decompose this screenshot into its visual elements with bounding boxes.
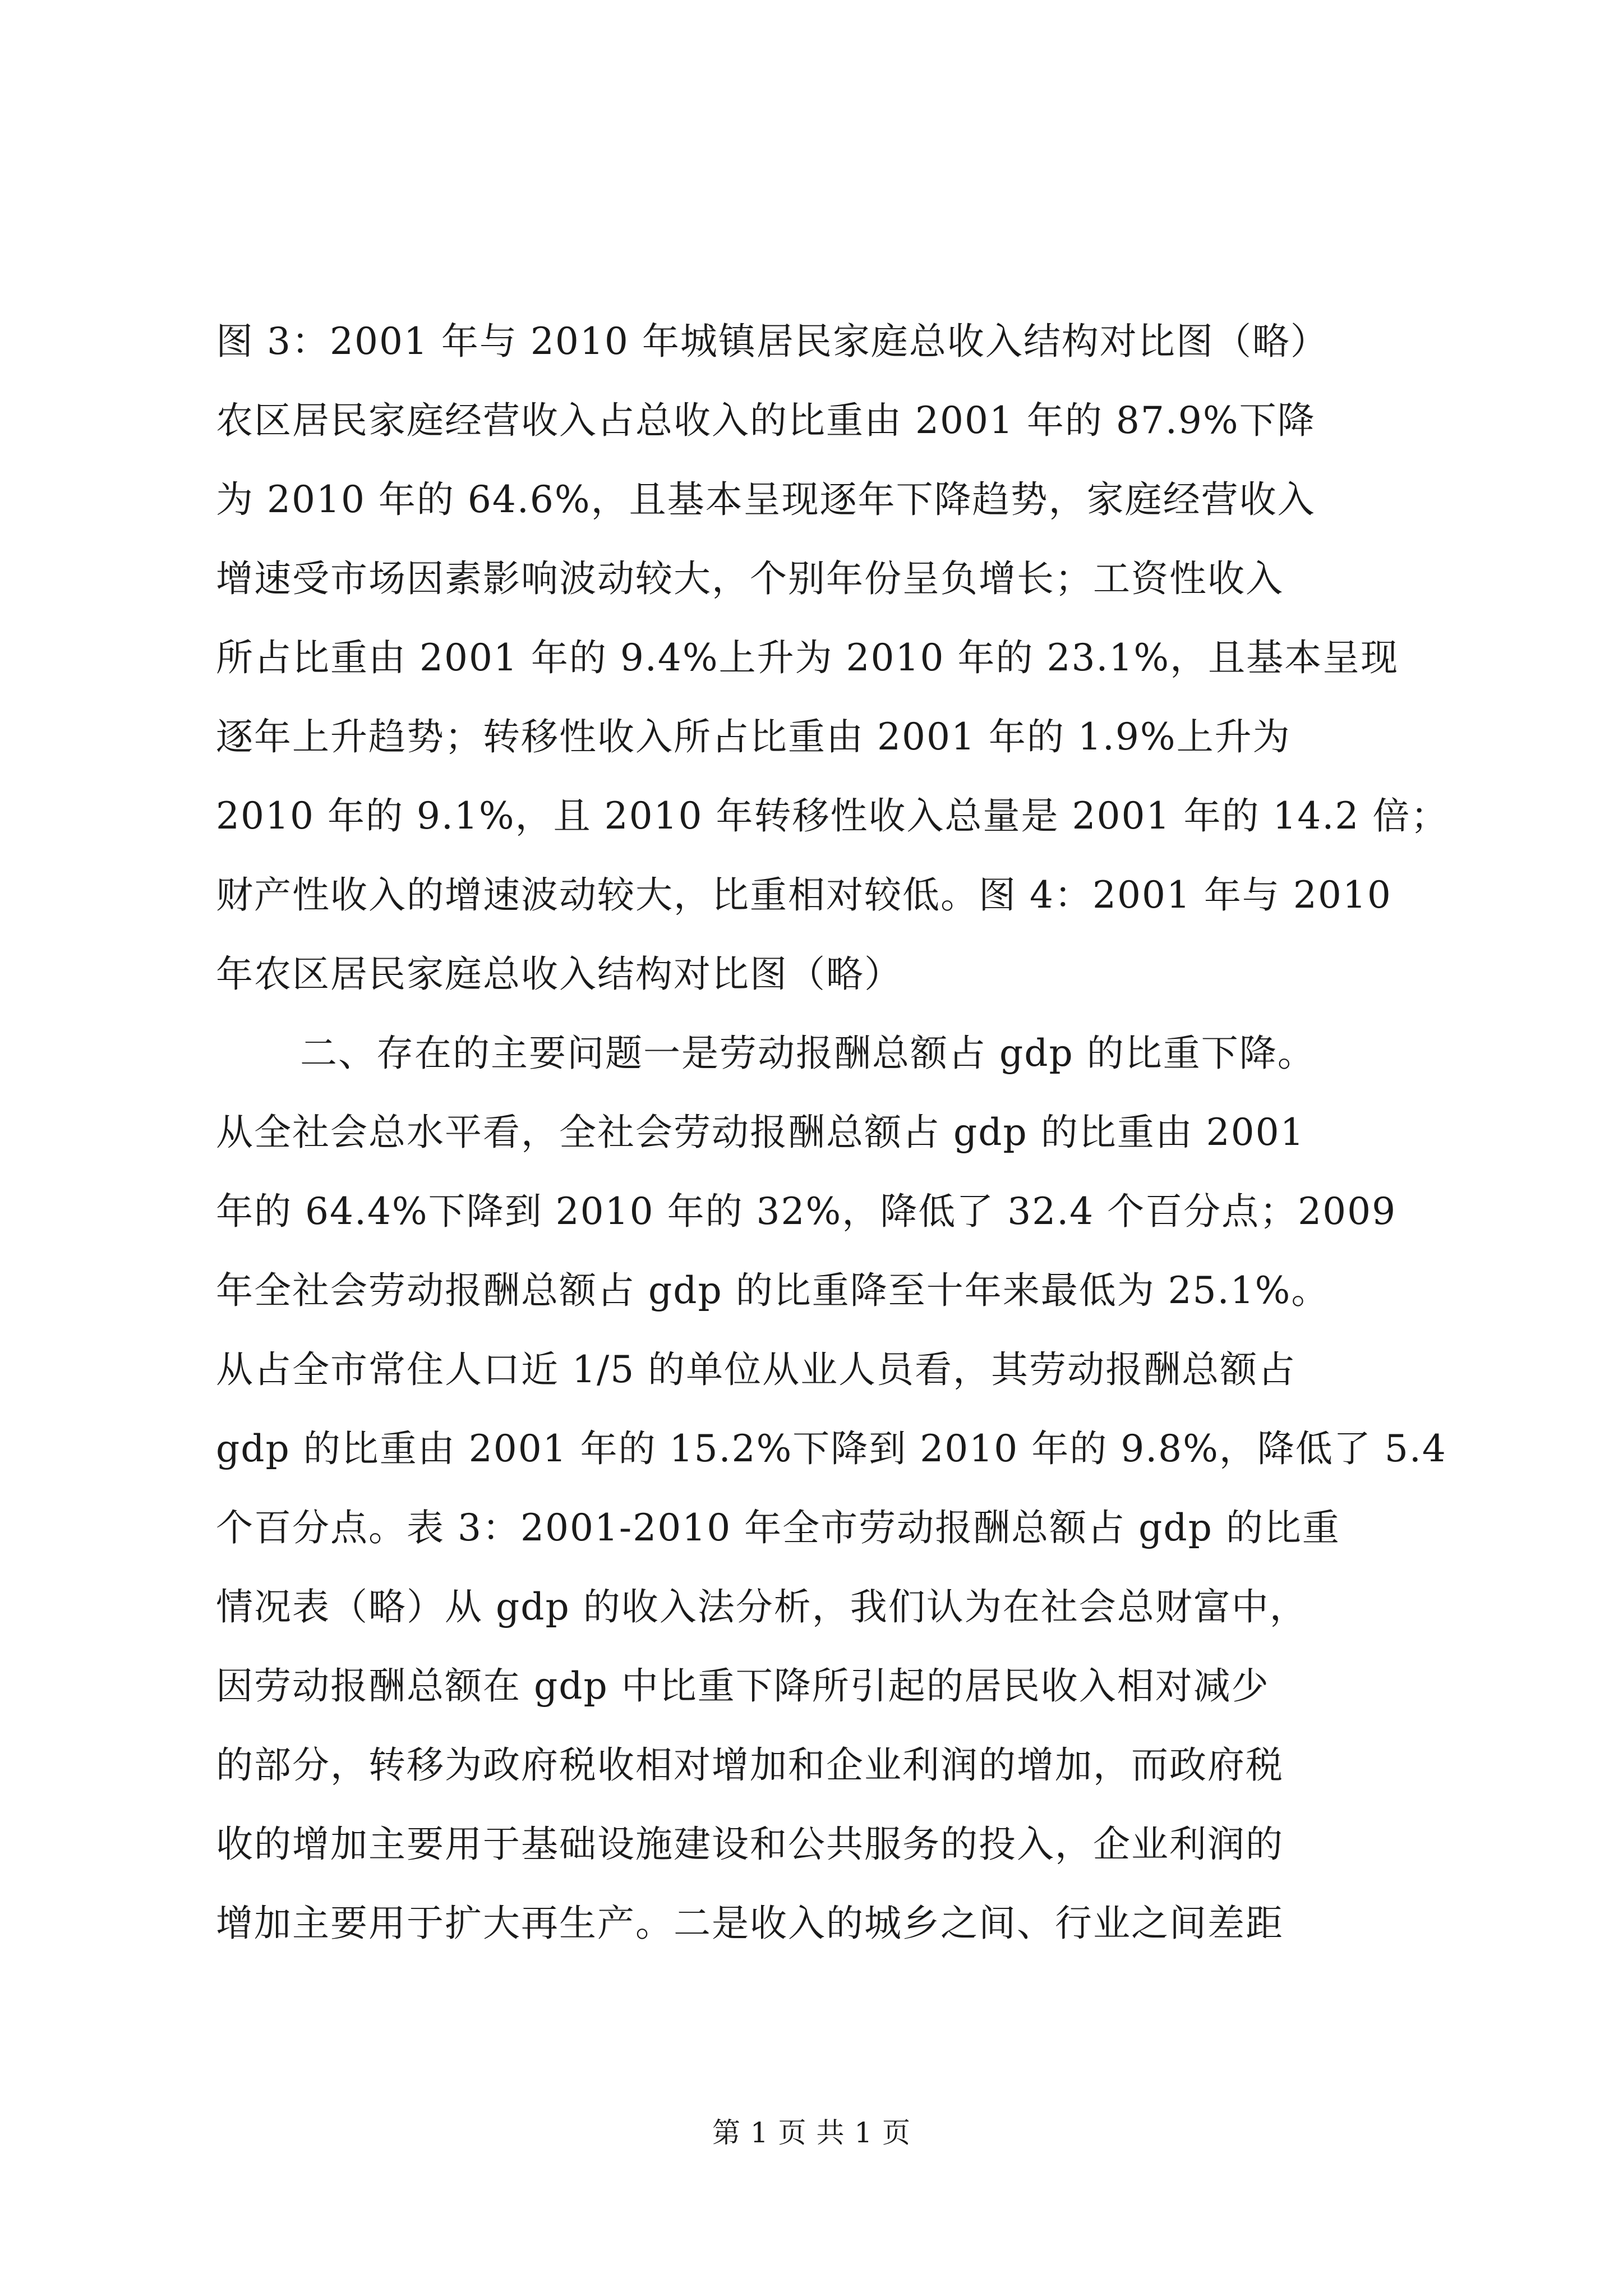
text-line-3: 为 2010 年的 64.6%，且基本呈现逐年下降趋势，家庭经营收入 <box>216 478 1316 521</box>
text-line-8: 财产性收入的增速波动较大，比重相对较低。图 4：2001 年与 2010 <box>216 873 1392 917</box>
text-line-18: 因劳动报酬总额在 gdp 中比重下降所引起的居民收入相对减少 <box>216 1664 1270 1708</box>
text-line-20: 收的增加主要用于基础设施建设和公共服务的投入，企业利润的 <box>216 1823 1284 1866</box>
text-line-1: 图 3：2001 年与 2010 年城镇居民家庭总收入结构对比图（略） <box>216 320 1329 363</box>
text-line-10: 二、存在的主要问题一是劳动报酬总额占 gdp 的比重下降。 <box>300 1032 1316 1075</box>
text-line-9: 年农区居民家庭总收入结构对比图（略） <box>216 953 902 996</box>
text-line-15: gdp 的比重由 2001 年的 15.2%下降到 2010 年的 9.8%，降低了 5.4 <box>216 1427 1447 1470</box>
text-line-17: 情况表（略）从 gdp 的收入法分析，我们认为在社会总财富中， <box>216 1585 1308 1628</box>
text-line-21: 增加主要用于扩大再生产。二是收入的城乡之间、行业之间差距 <box>216 1902 1284 1945</box>
text-line-11: 从全社会总水平看，全社会劳动报酬总额占 gdp 的比重由 2001 <box>216 1111 1305 1154</box>
text-line-13: 年全社会劳动报酬总额占 gdp 的比重降至十年来最低为 25.1%。 <box>216 1269 1330 1312</box>
text-line-5: 所占比重由 2001 年的 9.4%上升为 2010 年的 23.1%，且基本呈现 <box>216 636 1399 679</box>
text-line-14: 从占全市常住人口近 1/5 的单位从业人员看，其劳动报酬总额占 <box>216 1348 1297 1391</box>
text-line-6: 逐年上升趋势；转移性收入所占比重由 2001 年的 1.9%上升为 <box>216 715 1291 758</box>
text-line-4: 增速受市场因素影响波动较大，个别年份呈负增长；工资性收入 <box>216 557 1284 600</box>
page-footer: 第 1 页 共 1 页 <box>712 2116 911 2149</box>
text-line-7: 2010 年的 9.1%，且 2010 年转移性收入总量是 2001 年的 14.2 倍； <box>216 794 1449 838</box>
text-line-16: 个百分点。表 3：2001-2010 年全市劳动报酬总额占 gdp 的比重 <box>216 1506 1340 1549</box>
text-line-19: 的部分，转移为政府税收相对增加和企业利润的增加，而政府税 <box>216 1743 1284 1787</box>
body-text <box>216 302 1461 1963</box>
text-line-2: 农区居民家庭经营收入占总收入的比重由 2001 年的 87.9%下降 <box>216 399 1316 442</box>
text-line-12: 年的 64.4%下降到 2010 年的 32%，降低了 32.4 个百分点；2009 <box>216 1190 1397 1233</box>
